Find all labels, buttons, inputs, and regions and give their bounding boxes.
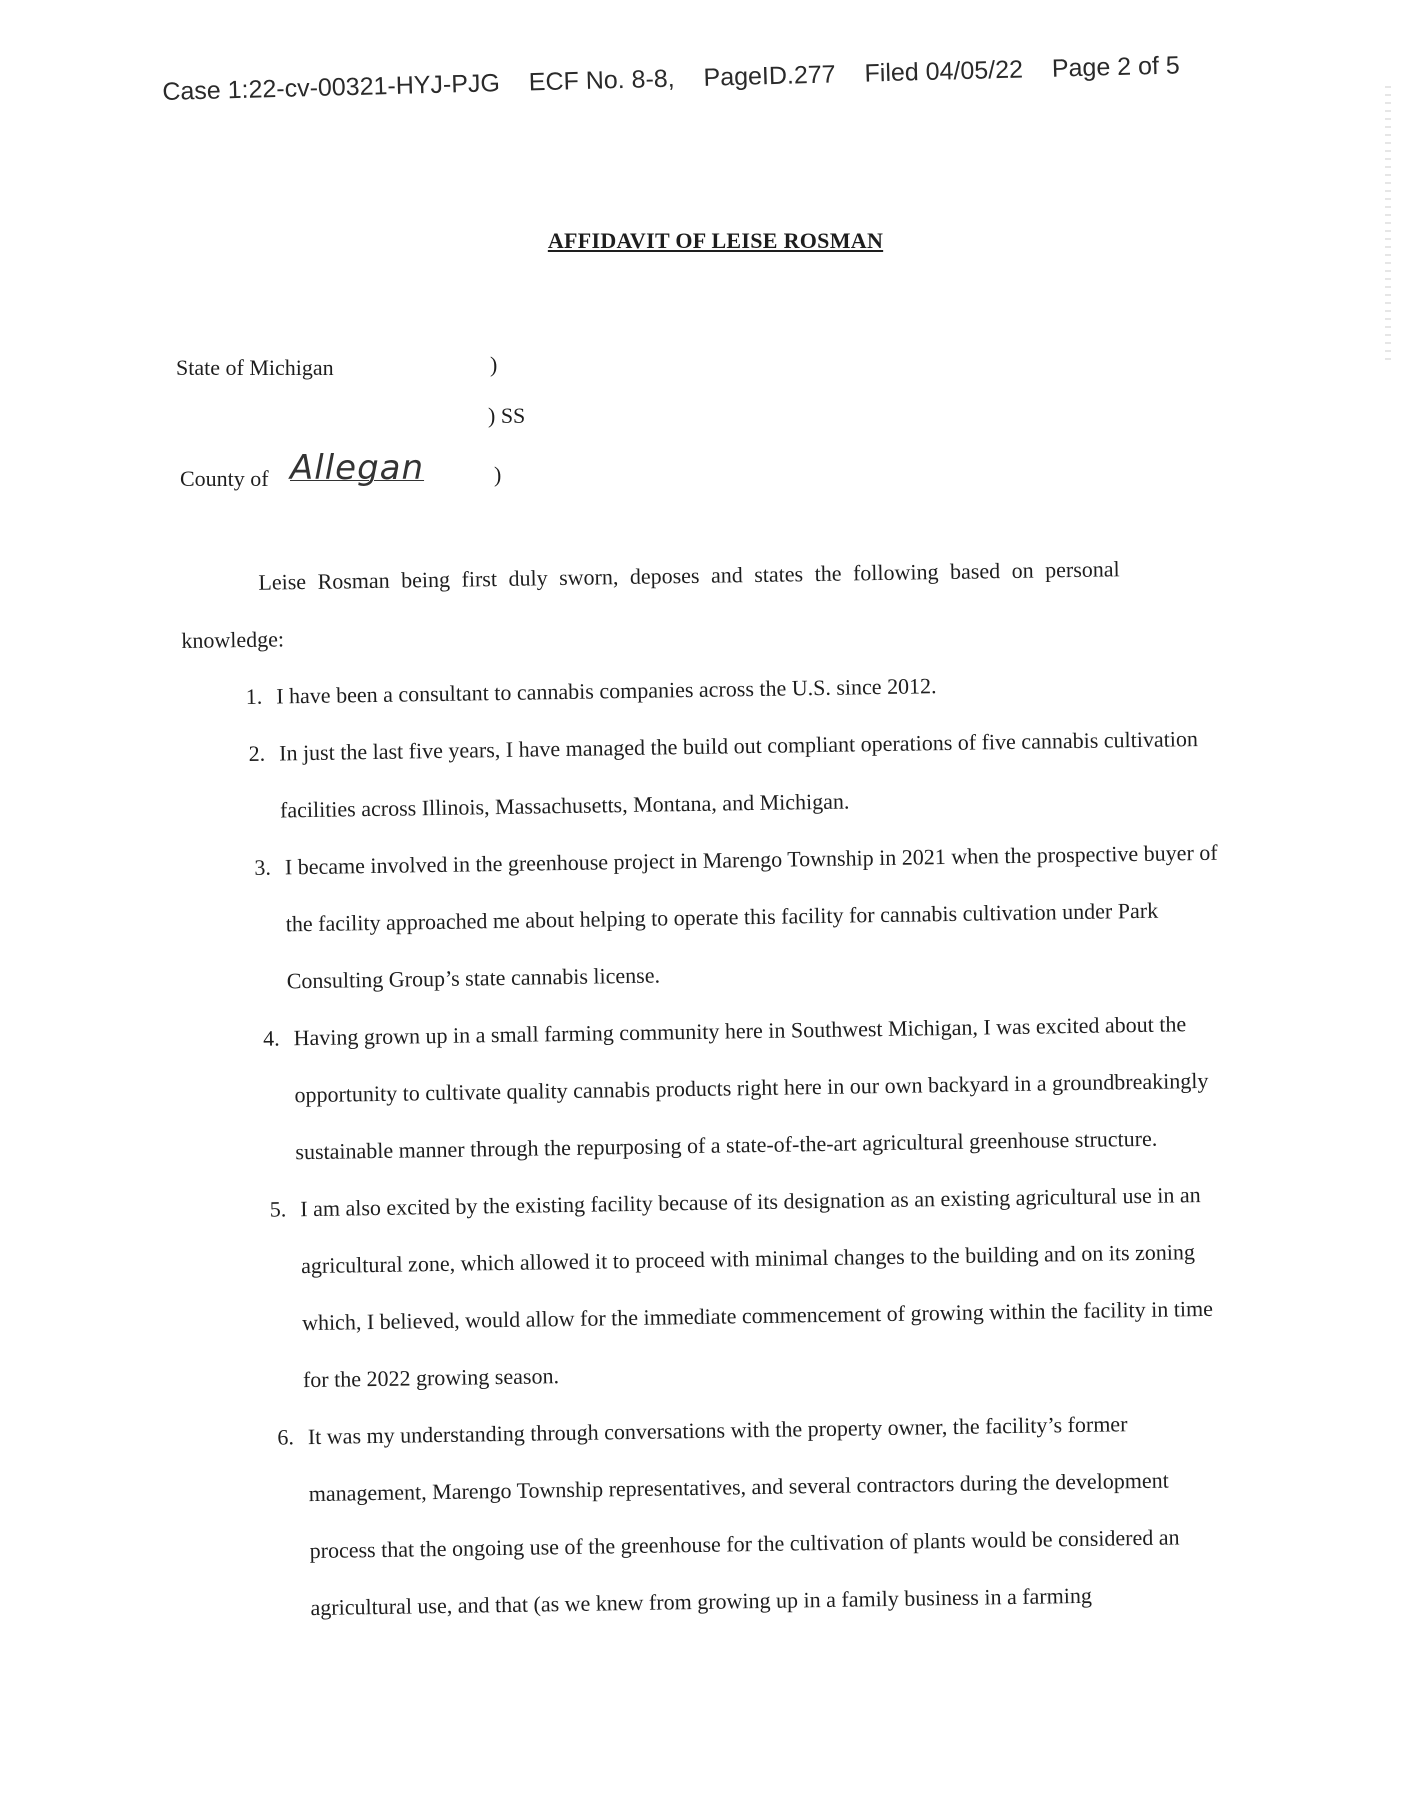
venue-paren-3: ) — [494, 462, 502, 487]
statement-item: 3. I became involved in the greenhouse project in Marengo Township in 2021 when the prospective buyer of the facility approached me about helping to operate this facility for cannabis cultivation under Park Consulting Group’s state cannabis license. — [254, 839, 1218, 994]
filed-date: Filed 04/05/22 — [864, 55, 1024, 88]
page-id: PageID.277 — [703, 60, 836, 92]
statement-item: 4. Having grown up in a small farming community here in Southwest Michigan, I was excited about the opportunity to cultivate quality cannabis products right here in our own backyard in a groundbreakingly sustainable manner through the repurposing of a state-of-the-art agricultural greenhouse structure. — [262, 1011, 1209, 1165]
venue-ss: ) SS — [488, 403, 526, 428]
document-title: AFFIDAVIT OF LEISE ROSMAN — [547, 228, 884, 253]
scan-edge-artifact — [1385, 80, 1391, 360]
statement-item: 6. It was my understanding through conversations with the property owner, the facility’s former management, Marengo Township representatives, and several contractors during the development process that the ongoing use of the greenhouse for the cultivation of plants would be considered an agricultural use, and that (as we knew from growing up in a family business in a farming — [277, 1411, 1180, 1621]
statement-item: 5. I am also excited by the existing facility because of its designation as an existing agricultural use in an agricultural zone, which allowed it to proceed with minimal changes to the building and on its zoning which, I believed, would allow for the immediate commencement of growing within the facility in time for the 2022 growing season. — [269, 1182, 1214, 1393]
statement-item: 2. In just the last five years, I have managed the build out compliant operations of five cannabis cultivation facilities across Illinois, Massachusetts, Montana, and Michigan. — [248, 726, 1199, 823]
venue-state: State of Michigan — [176, 355, 334, 380]
case-number: Case 1:22-cv-00321-HYJ-PJG — [162, 69, 501, 106]
venue-county-label: County of — [180, 466, 269, 491]
ecf-number: ECF No. 8-8, — [528, 64, 676, 97]
intro-paragraph: Leise Rosman being first duly sworn, deposes and states the following based on personal knowledge: — [181, 556, 1120, 653]
case-header — [162, 48, 1312, 107]
statement-item: 1. I have been a consultant to cannabis companies across the U.S. since 2012. — [245, 673, 937, 709]
numbered-statements — [182, 653, 1232, 1638]
county-handwritten-signature: Allegan — [290, 448, 425, 488]
page-number: Page 2 of 5 — [1051, 51, 1181, 83]
affidavit-body — [180, 539, 1232, 1638]
venue-paren-1: ) — [490, 352, 498, 377]
